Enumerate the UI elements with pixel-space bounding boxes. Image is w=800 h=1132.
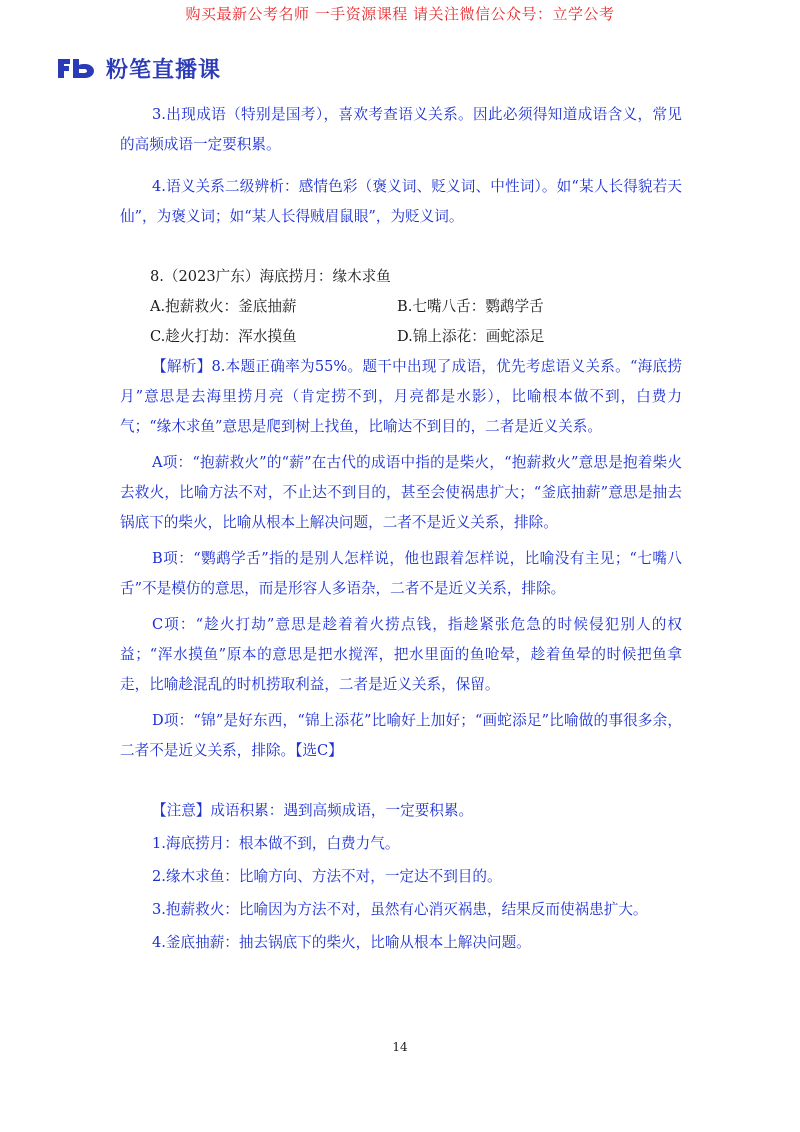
question-stem: 8.（2023广东）海底捞月：缘木求鱼 — [150, 268, 391, 285]
analysis-option-b: B项：“鹦鹉学舌”指的是别人怎样说，他也跟着怎样说，比喻没有主见；“七嘴八舌”不是模仿的意思，而是形容人多语杂，二者不是近义关系，排除。 — [120, 550, 682, 597]
analysis-option-a: A项：“抱薪救火”的“薪”在古代的成语中指的是柴火，“抱薪救火”意思是抱着柴火去救火，比喻方法不对，不止达不到目的，甚至会使祸患扩大；“釜底抽薪”意思是抽去锅底下的柴火，比喻从根本上解决问题，二者不是近义关系，排除。 — [120, 454, 682, 531]
top-banner: 购买最新公考名师 一手资源课程 请关注微信公众号：立学公考 — [185, 5, 615, 23]
analysis-option-d: D项：“锦”是好东西，“锦上添花”比喻好上加好；“画蛇添足”比喻做的事很多余，二者不是近义关系，排除。【选C】 — [120, 712, 682, 759]
note-heading: 【注意】成语积累：遇到高频成语，一定要积累。 — [152, 802, 474, 819]
options-row-1 — [150, 292, 682, 322]
note-item-3: 3.抱薪救火：比喻因为方法不对，虽然有心消灭祸患，结果反而使祸患扩大。 — [152, 901, 648, 918]
option-c: C.趁火打劫：浑水摸鱼 — [150, 328, 297, 345]
point-3: 3.出现成语（特别是国考），喜欢考查语义关系。因此必须得知道成语含义，常见的高频成语一定要积累。 — [120, 106, 682, 153]
note-item-1: 1.海底捞月：根本做不到，白费力气。 — [152, 835, 400, 852]
option-d: D.锦上添花：画蛇添足 — [397, 328, 545, 345]
option-b: B.七嘴八舌：鹦鹉学舌 — [397, 298, 544, 315]
analysis-intro: 【解析】8.本题正确率为55%。题干中出现了成语，优先考虑语义关系。“海底捞月”意思是去海里捞月亮（肯定捞不到，月亮都是水影），比喻根本做不到，白费力气；“缘木求鱼”意思是爬到树上找鱼，比喻达不到目的，二者是近义关系。 — [120, 358, 682, 435]
note-item-2: 2.缘木求鱼：比喻方向、方法不对，一定达不到目的。 — [152, 868, 502, 885]
analysis-option-c: C项：“趁火打劫”意思是趁着着火捞点钱，指趁紧张危急的时候侵犯别人的权益；“浑水摸鱼”原本的意思是把水搅浑，把水里面的鱼呛晕，趁着鱼晕的时候把鱼拿走，比喻趁混乱的时机捞取利益，二者是近义关系，保留。 — [120, 616, 682, 693]
options-row-2 — [150, 322, 682, 352]
page-number: 14 — [392, 1040, 408, 1054]
page-content — [120, 100, 682, 958]
brand-header — [56, 52, 221, 84]
point-4: 4.语义关系二级辨析：感情色彩（褒义词、贬义词、中性词）。如“某人长得貌若天仙”，为褒义词；如“某人长得贼眉鼠眼”，为贬义词。 — [120, 178, 682, 225]
fb-logo-icon — [56, 56, 96, 80]
option-a: A.抱薪救火：釜底抽薪 — [150, 298, 297, 315]
note-item-4: 4.釜底抽薪：抽去锅底下的柴火，比喻从根本上解决问题。 — [152, 934, 531, 951]
brand-name: 粉笔直播课 — [106, 57, 222, 83]
